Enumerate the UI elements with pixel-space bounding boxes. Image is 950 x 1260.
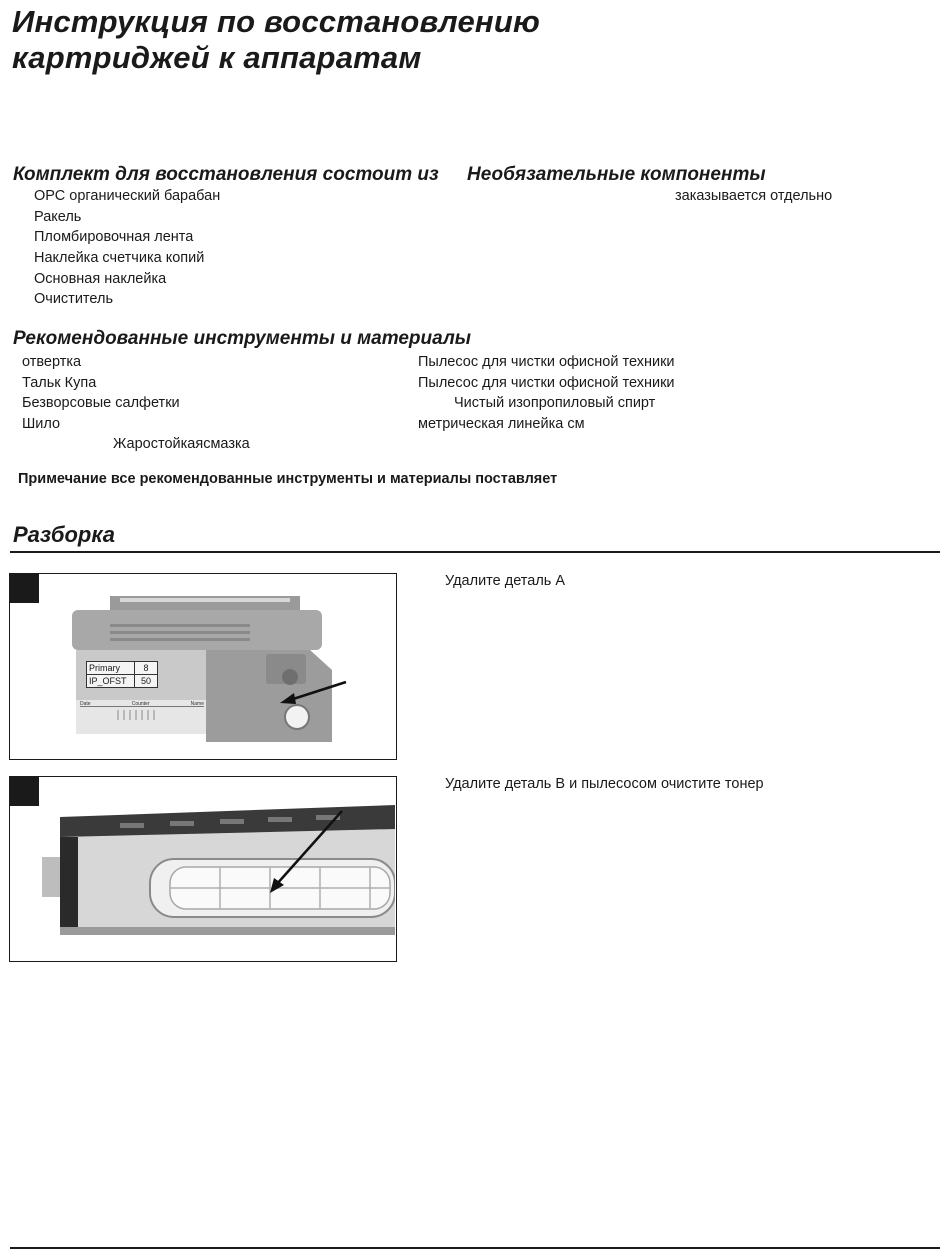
label-value: 50 bbox=[140, 676, 151, 686]
tools-list-right bbox=[418, 352, 675, 435]
step-1-text: Удалите деталь А bbox=[445, 573, 566, 589]
label-name: IP_OFST bbox=[87, 675, 135, 687]
tool-item: Пылесос для чистки офисной техники bbox=[418, 354, 675, 370]
kit-item: Очиститель bbox=[34, 291, 113, 308]
tool-item: Пылесос для чистки офисной техники bbox=[418, 374, 675, 391]
tool-item: отвертка bbox=[22, 354, 82, 370]
title-line-1: Инструкция по восстановлению bbox=[12, 4, 540, 39]
step-1-figure bbox=[9, 573, 397, 760]
tool-item: Шило bbox=[22, 416, 61, 433]
tools-heading: Рекомендованные инструменты и материалы bbox=[13, 328, 471, 349]
page-title bbox=[12, 4, 540, 76]
strip-labels bbox=[80, 702, 204, 707]
cartridge-end-illustration bbox=[10, 574, 395, 758]
kit-list bbox=[34, 186, 220, 310]
tool-item-extra: Жаростойкаясмазка bbox=[113, 436, 250, 452]
step-2-text: Удалите деталь В и пылесосом очистите тонер bbox=[445, 776, 764, 792]
tool-item: Тальк Купа bbox=[22, 374, 97, 391]
tools-list-left bbox=[22, 352, 180, 435]
step-1-marker bbox=[10, 574, 39, 603]
label-row bbox=[87, 662, 157, 675]
optional-note: заказывается отдельно bbox=[675, 188, 833, 204]
label-row bbox=[87, 675, 157, 687]
optional-heading: Необязательные компоненты bbox=[467, 164, 766, 185]
kit-item: ОРС органический барабан bbox=[34, 188, 221, 204]
tool-item: Чистый изопропиловый спирт bbox=[454, 395, 656, 412]
tool-item: Безворсовые салфетки bbox=[22, 395, 180, 412]
kit-item: Пломбировочная лента bbox=[34, 229, 194, 246]
step-2-figure bbox=[9, 776, 397, 962]
label-value: 8 bbox=[143, 663, 149, 673]
section-heading: Разборка bbox=[13, 522, 115, 547]
section-rule bbox=[10, 551, 940, 553]
label-name: Primary bbox=[87, 662, 135, 674]
strip-label: Counter bbox=[131, 701, 150, 707]
kit-item: Наклейка счетчика копий bbox=[34, 250, 205, 267]
bottom-rule bbox=[10, 1247, 940, 1249]
note-text: Примечание все рекомендованные инструменты и материалы поставляет bbox=[18, 471, 558, 487]
kit-item: Ракель bbox=[34, 208, 82, 225]
counter-label bbox=[86, 661, 158, 688]
tool-item: метрическая линейка см bbox=[418, 416, 585, 433]
toner-hopper-illustration bbox=[10, 777, 395, 960]
strip-label: Name bbox=[190, 701, 204, 707]
title-line-2: картриджей к аппаратам bbox=[12, 40, 422, 75]
strip-label: Date bbox=[80, 701, 91, 707]
kit-heading: Комплект для восстановления состоит из bbox=[13, 164, 439, 185]
kit-item: Основная наклейка bbox=[34, 270, 167, 287]
step-2-marker bbox=[10, 777, 39, 806]
